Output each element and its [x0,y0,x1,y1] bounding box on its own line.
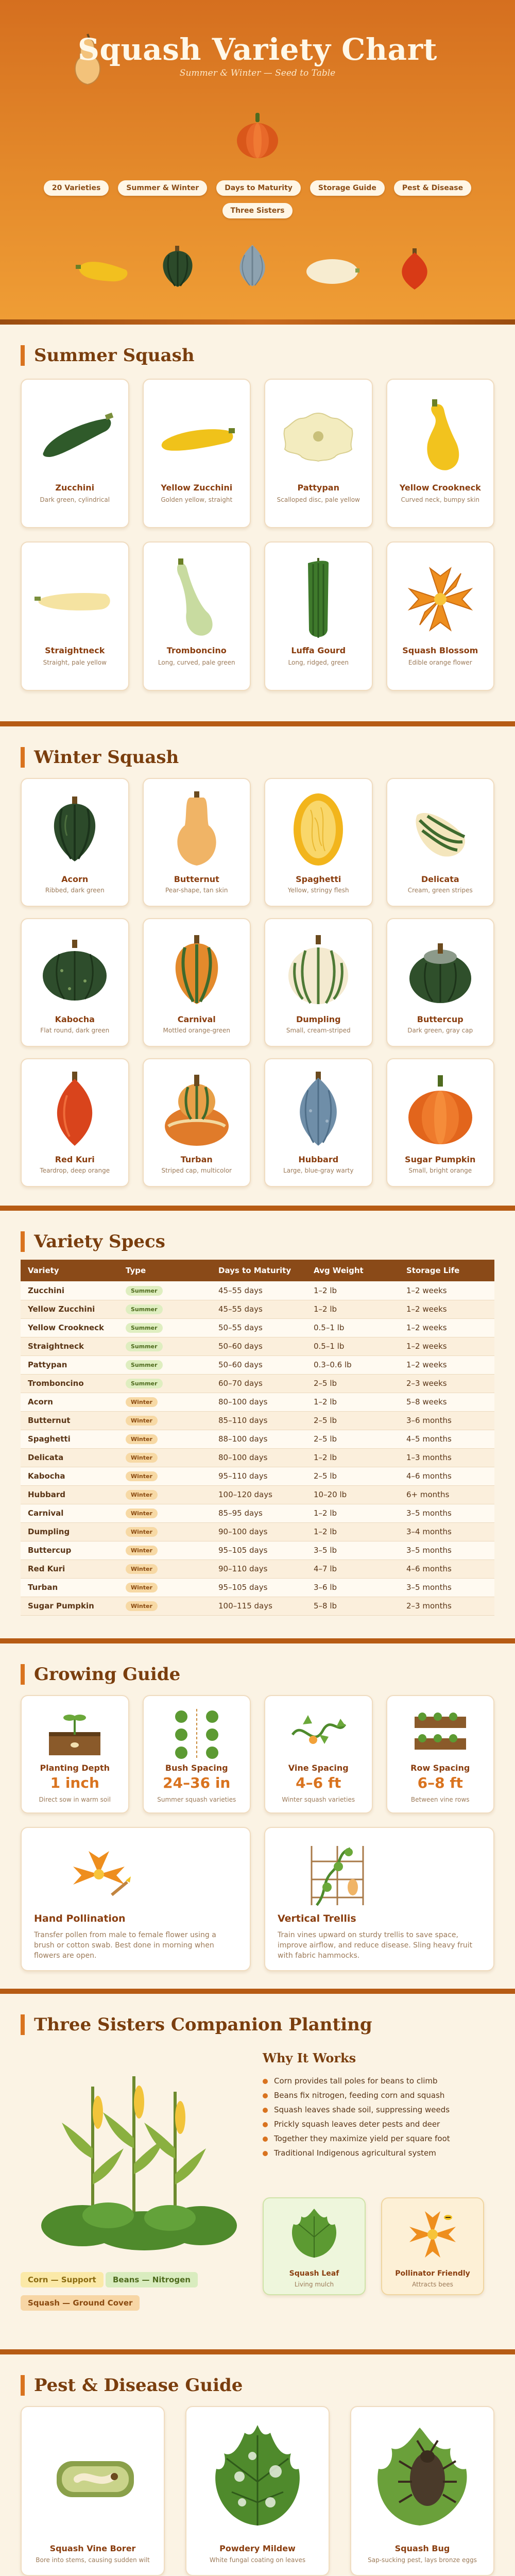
variety-cell: Sugar Pumpkin [21,1597,118,1615]
winter-section [0,726,515,1211]
pest-card-squash-bug[interactable]: Squash Bug Sap-sucking pest, lays bronze eggs [350,2406,494,2576]
summer-card-blossom[interactable]: Squash Blossom Edible orange flower [386,541,495,691]
acorn-icon [36,794,113,867]
type-badge: Summer [126,1379,163,1388]
pest-card-vine-borer[interactable]: Squash Vine Borer Bore into stems, causing sudden wilt [21,2406,165,2576]
specs-table-wrap [21,1260,494,1616]
table-row [21,1281,494,1300]
straightneck-icon [33,568,116,630]
winter-card-red-kuri[interactable]: Red Kuri Teardrop, deep orange [21,1058,129,1187]
winter-card-spaghetti[interactable]: Spaghetti Yellow, stringy flesh [264,778,373,907]
spec-cell: 1–2 lb [306,1448,399,1467]
spec-cell: 88–100 days [211,1430,306,1448]
type-badge: Winter [126,1546,158,1555]
nav-pills [41,180,474,218]
spec-cell: 2–3 months [399,1597,494,1615]
type-badge: Winter [126,1527,158,1537]
table-row [21,1411,494,1430]
seed-icon [46,1706,103,1758]
mildew-icon [203,2420,312,2533]
luffa-icon [277,553,359,643]
spec-cell: 50–60 days [211,1337,306,1355]
chip-beans: Beans — Nitrogen [106,2272,198,2287]
specs-title: Variety Specs [21,1231,165,1252]
spec-cell: 2–5 lb [306,1467,399,1485]
summer-title: Summer Squash [21,345,195,366]
summer-card-luffa[interactable]: Luffa Gourd Long, ridged, green [264,541,373,691]
acorn-hero-icon [154,245,201,289]
spec-cell: 1–2 lb [306,1393,399,1411]
type-badge: Summer [126,1360,163,1370]
type-badge: Summer [126,1304,163,1314]
winter-card-buttercup[interactable]: Buttercup Dark green, gray cap [386,918,495,1047]
table-row [21,1597,494,1615]
butternut-icon [158,789,235,869]
variety-cell: Carnival [21,1504,118,1522]
winter-grid [21,778,494,1187]
growing-wide-grid [21,1827,494,1971]
spec-cell: 4–5 months [399,1430,494,1448]
pest-title: Pest & Disease Guide [21,2375,243,2396]
winter-card-butternut[interactable]: Butternut Pear-shape, tan skin [143,778,251,907]
spec-cell: 90–100 days [211,1522,306,1541]
spec-cell: 100–115 days [211,1597,306,1615]
type-badge: Winter [126,1471,158,1481]
winter-card-hubbard[interactable]: Hubbard Large, blue-gray warty [264,1058,373,1187]
table-row [21,1337,494,1355]
table-row [21,1448,494,1467]
spec-cell: 10–20 lb [306,1485,399,1504]
pollinator-card[interactable]: Pollinator Friendly Attracts bees [381,2197,484,2295]
vine-borer-icon [41,2425,144,2528]
spec-cell: 60–70 days [211,1374,306,1393]
spec-cell: 1–2 weeks [399,1318,494,1337]
growing-card-pollination[interactable]: Hand Pollination Transfer pollen from male to female flower using a brush or cotton swab. Best done in morning when flowers are open. [21,1827,251,1971]
spec-cell: 95–105 days [211,1541,306,1560]
spec-cell: 2–5 lb [306,1411,399,1430]
table-row [21,1300,494,1318]
variety-cell: Hubbard [21,1485,118,1504]
delicata-icon [402,794,479,867]
type-badge: Summer [126,1342,163,1351]
spec-cell: 1–2 lb [306,1522,399,1541]
variety-cell: Dumpling [21,1522,118,1541]
table-row [21,1504,494,1522]
hero-squash-row [0,234,515,301]
nav-pill-storage[interactable]: Storage Guide [310,180,385,196]
spec-cell: 80–100 days [211,1393,306,1411]
squash-leaf-card[interactable]: Squash Leaf Living mulch [263,2197,366,2295]
spec-cell: 0.5–1 lb [306,1337,399,1355]
three-sisters-title: Three Sisters Companion Planting [21,2014,372,2035]
spec-cell: 50–60 days [211,1355,306,1374]
summer-card-straightneck[interactable]: Straightneck Straight, pale yellow [21,541,129,691]
winter-card-delicata[interactable]: Delicata Cream, green stripes [386,778,495,907]
table-row [21,1578,494,1597]
pest-section [0,2354,515,2576]
carnival-icon [158,932,235,1009]
variety-cell: Buttercup [21,1541,118,1560]
pattypan-icon [277,400,359,472]
turban-icon [158,1070,235,1149]
spec-cell: 1–2 weeks [399,1300,494,1318]
growing-title: Growing Guide [21,1664,180,1685]
variety-cell: Pattypan [21,1355,118,1374]
spec-cell: 85–110 days [211,1411,306,1430]
variety-cell: Red Kuri [21,1560,118,1578]
growing-card-vine[interactable]: Vine Spacing 4–6 ft Winter squash varieties [264,1695,373,1814]
squash-bug-icon [368,2422,476,2531]
spec-cell: 45–55 days [211,1281,306,1300]
bush-icon [166,1704,228,1760]
spec-cell: 3–5 lb [306,1541,399,1560]
spaghetti-icon [280,789,357,869]
winter-card-carnival[interactable]: Carnival Mottled orange-green [143,918,251,1047]
pale-squash-icon [304,255,360,286]
variety-cell: Yellow Zucchini [21,1300,118,1318]
variety-cell: Delicata [21,1448,118,1467]
red-kuri-hero-icon [391,247,438,291]
variety-cell: Turban [21,1578,118,1597]
winter-card-dumpling[interactable]: Dumpling Small, cream-striped [264,918,373,1047]
hero-banner [0,0,515,319]
chip-squash: Squash — Ground Cover [21,2295,140,2311]
type-badge: Winter [126,1397,158,1407]
spec-cell: 3–4 months [399,1522,494,1541]
spec-cell: 3–5 months [399,1541,494,1560]
spec-cell: 4–6 months [399,1560,494,1578]
row-icon [409,1706,471,1758]
spec-cell: 2–5 lb [306,1374,399,1393]
pumpkin-icon [402,1072,479,1149]
summer-card-tromboncino[interactable]: Tromboncino Long, curved, pale green [143,541,251,691]
hubbard-hero-icon [229,242,276,289]
trellis-icon [301,1841,373,1908]
table-row [21,1374,494,1393]
table-row [21,1430,494,1448]
table-row [21,1393,494,1411]
variety-cell: Tromboncino [21,1374,118,1393]
specs-section [0,1211,515,1643]
yellow-zucchini-icon [156,405,238,467]
type-badge: Winter [126,1434,158,1444]
variety-cell: Butternut [21,1411,118,1430]
table-row [21,1485,494,1504]
type-badge: Winter [126,1601,158,1611]
spec-cell: 85–95 days [211,1504,306,1522]
nav-pill-three-sisters[interactable]: Three Sisters [222,203,293,218]
spec-cell: 4–6 months [399,1467,494,1485]
spec-cell: 4–7 lb [306,1560,399,1578]
spec-cell: 100–120 days [211,1485,306,1504]
type-badge: Winter [126,1416,158,1426]
kabocha-icon [36,935,113,1007]
pest-card-powdery-mildew[interactable]: Powdery Mildew White fungal coating on leaves [185,2406,330,2576]
winter-card-acorn[interactable]: Acorn Ribbed, dark green [21,778,129,907]
hubbard-icon [280,1070,357,1149]
pollinator-flower-icon [404,2206,461,2263]
spec-cell: 5–8 weeks [399,1393,494,1411]
growing-card-row[interactable]: Row Spacing 6–8 ft Between vine rows [386,1695,495,1814]
spec-cell: 0.5–1 lb [306,1318,399,1337]
spec-cell: 2–5 lb [306,1430,399,1448]
pest-grid [21,2406,494,2576]
nav-pill-pest[interactable]: Pest & Disease [394,180,471,196]
tromboncino-icon [156,555,238,643]
why-heading: Why It Works [263,2050,356,2065]
spec-cell: 90–110 days [211,1560,306,1578]
winter-card-sugar-pumpkin[interactable]: Sugar Pumpkin Small, bright orange [386,1058,495,1187]
spec-cell: 1–2 lb [306,1281,399,1300]
nav-pill-varieties[interactable]: 20 Varieties [44,180,109,196]
variety-cell: Acorn [21,1393,118,1411]
dumpling-icon [280,932,357,1009]
pumpkin-hero-icon [234,111,281,160]
variety-cell: Straightneck [21,1337,118,1355]
table-row [21,1355,494,1374]
spec-cell: 50–55 days [211,1318,306,1337]
why-list: Corn provides tall poles for beans to climb Beans fix nitrogen, feeding corn and squash Squash leaves shade soil, suppressing weeds Prickly squash leaves deter pests and deer Together they maximize yield per square foot Traditional Indigenous agricultural system [263,2071,489,2163]
winter-card-turban[interactable]: Turban Striped cap, multicolor [143,1058,251,1187]
spec-cell: 0.3–0.6 lb [306,1355,399,1374]
spec-cell: 3–5 months [399,1504,494,1522]
buttercup-icon [402,932,479,1009]
table-row [21,1318,494,1337]
spec-cell: 95–110 days [211,1467,306,1485]
spec-cell: 1–2 weeks [399,1281,494,1300]
spec-cell: 6+ months [399,1485,494,1504]
summer-grid [21,379,494,691]
variety-cell: Kabocha [21,1467,118,1485]
squash-leaf-icon [286,2206,342,2263]
table-row [21,1541,494,1560]
specs-header-row: Variety Type Days to Maturity Avg Weight Storage Life [21,1260,494,1281]
nav-pill-maturity[interactable]: Days to Maturity [216,180,301,196]
summer-card-yellow-zucchini[interactable]: Yellow Zucchini Golden yellow, straight [143,379,251,528]
growing-card-depth[interactable]: Planting Depth 1 inch Direct sow in warm soil [21,1695,129,1814]
variety-cell: Spaghetti [21,1430,118,1448]
type-badge: Summer [126,1323,163,1333]
growing-card-trellis[interactable]: Vertical Trellis Train vines upward on sturdy trellis to save space, improve airflow, and reduce disease. Sling heavy fruit with fabric hammocks. [264,1827,494,1971]
vine-icon [287,1704,349,1760]
spec-cell: 1–2 weeks [399,1337,494,1355]
spec-cell: 95–105 days [211,1578,306,1597]
three-sisters-illustration [31,2056,237,2251]
divider [0,319,515,325]
three-sisters-section [0,1994,515,2354]
table-row [21,1467,494,1485]
summer-section [0,325,515,726]
table-row [21,1560,494,1578]
winter-title: Winter Squash [21,747,179,768]
type-badge: Winter [126,1583,158,1592]
spec-cell: 5–8 lb [306,1597,399,1615]
chip-corn: Corn — Support [21,2272,104,2287]
summer-card-pattypan[interactable]: Pattypan Scalloped disc, pale yellow [264,379,373,528]
spec-cell: 1–2 weeks [399,1355,494,1374]
specs-table [21,1260,494,1616]
summer-card-zucchini[interactable]: Zucchini Dark green, cylindrical [21,379,129,528]
spec-cell: 1–3 months [399,1448,494,1467]
spec-cell: 1–2 lb [306,1300,399,1318]
table-row [21,1522,494,1541]
type-badge: Winter [126,1509,158,1518]
type-badge: Winter [126,1453,158,1463]
crookneck-icon [399,395,482,478]
spec-cell: 3–5 months [399,1578,494,1597]
spec-cell: 1–2 lb [306,1504,399,1522]
specs-body [21,1281,494,1615]
winter-card-kabocha[interactable]: Kabocha Flat round, dark green [21,918,129,1047]
variety-cell: Zucchini [21,1281,118,1300]
red-kuri-icon [36,1070,113,1149]
spec-cell: 45–55 days [211,1300,306,1318]
page-title: Squash Variety Chart [78,32,437,67]
growing-grid [21,1695,494,1814]
variety-cell: Yellow Crookneck [21,1318,118,1337]
summer-card-crookneck[interactable]: Yellow Crookneck Curved neck, bumpy skin [386,379,495,528]
spec-cell: 2–3 weeks [399,1374,494,1393]
growing-card-bush[interactable]: Bush Spacing 24–36 in Summer squash varieties [143,1695,251,1814]
nav-pill-summer-winter[interactable]: Summer & Winter [118,180,207,196]
yellow-squash-icon [75,252,131,289]
growing-section [0,1643,515,1994]
type-badge: Winter [126,1490,158,1500]
spec-cell: 80–100 days [211,1448,306,1467]
zucchini-icon [33,405,116,467]
type-badge: Summer [126,1286,163,1296]
pollination-icon [63,1843,135,1905]
spec-cell: 3–6 months [399,1411,494,1430]
type-badge: Winter [126,1564,158,1574]
blossom-icon [399,561,482,638]
spec-cell: 3–6 lb [306,1578,399,1597]
page-subtitle: Summer & Winter — Seed to Table [179,68,336,78]
